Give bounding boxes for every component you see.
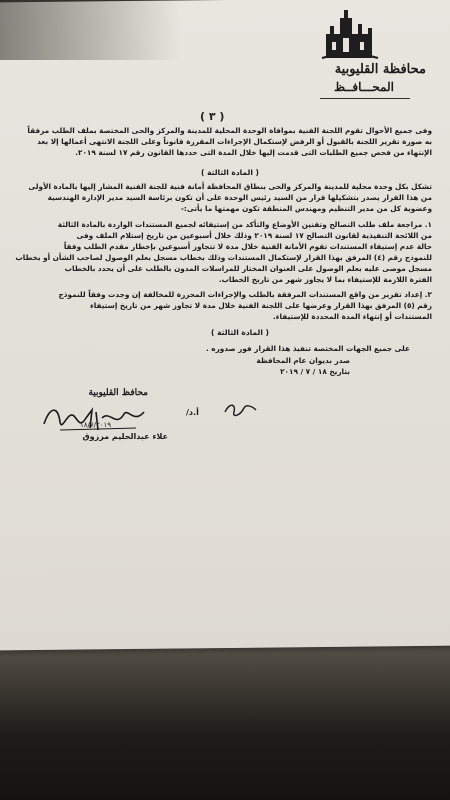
governorate-name: محافظة القليوبية <box>334 62 426 77</box>
handwritten-date: ١٨/٧/٢٠١٩ <box>80 421 112 429</box>
article-line-2: من هذا القرار يصدر بتشكيلها قرار من السيد رئيس الوحدة على أن تكون برئاسة السيد مدير الإدارة الهندسية <box>47 193 432 202</box>
item1-line-3: حالة عدم إستيفاء المستندات تقوم الأمانة الفنية خلال مدة لا تتجاوز أسبوعين بإخطار مقدم الطلب وفقاً <box>63 242 432 251</box>
item1-line-5: مسجل موصى عليه بعلم الوصول على العنوان المختار للمراسلات المدون بالطلب على أن يحدد بالخطاب <box>64 264 432 273</box>
governorate-emblem-icon <box>320 4 380 60</box>
article-heading: ( المادة الثالثة ) <box>201 168 259 177</box>
handwritten-signature-icon <box>40 398 150 436</box>
closing-line: على جميع الجهات المختصة تنفيذ هذا القرار فور صدوره . <box>205 344 410 353</box>
page-shadow <box>0 0 450 60</box>
article-line-3: وعضوية كل من مدير التنظيم ومهندس المنطقة تكون مهمتها ما يأتى:- <box>180 204 432 213</box>
issued-at: صدر بديوان عام المحافظة <box>256 356 350 365</box>
item1-line-2: من اللائحة التنفيذية لقانون التصالح ١٧ لسنة ٢٠١٩ وذلك خلال أسبوعين من تاريخ إستلام الملف وفى <box>76 231 432 240</box>
intro-line-3: الإنتهاء من فحص جميع الطلبات التى قدمت إليها خلال المدة التى حددها القانون رقم ١٧ لسنة ٢٠١٩. <box>75 148 432 157</box>
signature-name: علاء عبدالحليم مرزوق <box>82 432 168 441</box>
article-line-1: تشكل بكل وحدة محلية للمدينة والمركز والحى بنطاق المحافظة أمانة فنية للجنة الفنية المشار إليها بالمادة الأولى <box>28 182 432 191</box>
intro-line-1: وفى جميع الأحوال تقوم اللجنة الفنية بموافاة الوحدة المحلية للمدينة والمركز والحى المختصة بملف الطلب مرفقاً <box>27 126 432 135</box>
item1-line-4: للنموذج رقم (٤) المرفق بهذا القرار لإستكمال المستندات وذلك بخطاب مسجل بعلم الوصول لصاحب الشأن أو بخطاب <box>15 253 432 262</box>
item2-line-2: رقم (٥) المرفق بهذا القرار وعرضها على اللجنة الفنية خلال مدة لا تجاوز شهر من تاريخ إستيفاء <box>89 301 432 310</box>
article-heading-2: ( المادة الثالثة ) <box>211 328 269 337</box>
item2-line-1: ٢. إعداد تقرير من واقع المستندات المرفقة بالطلب والإجراءات المحررة للمخالفة إن وجدت وفقاً للنموذج <box>58 290 432 299</box>
initials-mark-icon <box>222 400 260 420</box>
signature-prefix: أ.د/ <box>186 408 199 417</box>
governor-title: المحـــافــظ <box>333 80 394 94</box>
item1-line-6: الفترة اللازمة للإستيفاء بما لا يجاوز شهر من تاريخ الخطاب. <box>218 275 432 284</box>
header-divider <box>320 98 410 99</box>
intro-line-2: به صورة تقرير اللجنة بالقبول أو الرفض لإستكمال الإجراءات المقررة قانوناً وعلى اللجنة الانتهى أعمالها إلا بعد <box>37 137 432 146</box>
page-number: ( ٣ ) <box>200 110 225 123</box>
item1-line-1: ١. مراجعة ملف طلب التصالح وتقنين الأوضاع والتأكد من إستيفائه لجميع المستندات الواردة بالمادة الثالثة <box>57 220 432 229</box>
signature-title: محافظ القليوبية <box>88 388 148 398</box>
background-table-surface <box>0 640 450 800</box>
item2-line-3: المستندات أو إنتهاء المدة المحددة للإستيفاء. <box>272 312 432 321</box>
issue-date: بتاريخ ١٨ / ٧ / ٢٠١٩ <box>280 367 350 376</box>
